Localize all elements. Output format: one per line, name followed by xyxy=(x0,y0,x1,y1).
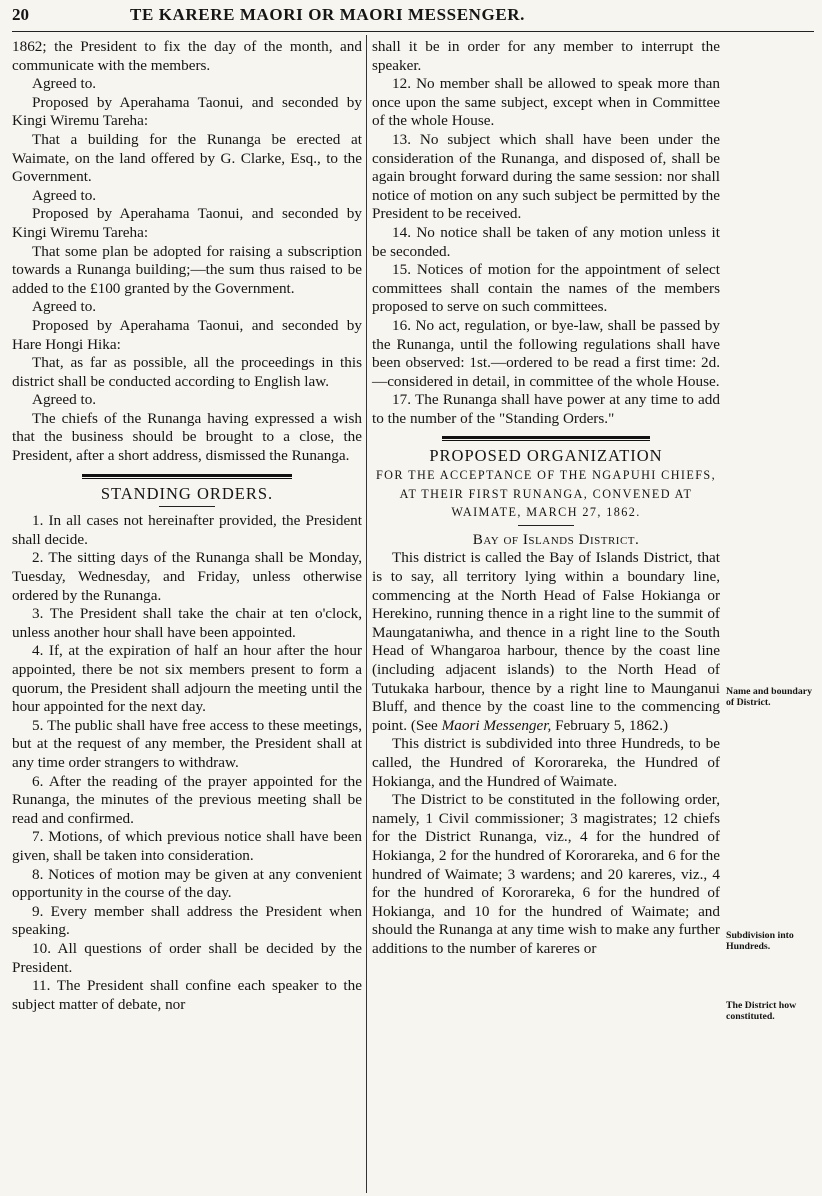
paragraph: That, as far as possible, all the proceedings in this district shall be conducted according to English law. xyxy=(12,354,362,390)
header-rule xyxy=(12,31,814,32)
standing-order: 3. The President shall take the chair at ten o'clock, unless another hour shall have been appointed. xyxy=(12,605,362,641)
standing-order: 17. The Runanga shall have power at any time to add to the number of the "Standing Orders." xyxy=(372,391,720,427)
heading-rule xyxy=(159,506,215,507)
paragraph: Agreed to. xyxy=(32,391,97,409)
marginal-note: The District how constituted. xyxy=(726,1000,797,1022)
marginal-note: Name and boundary of District. xyxy=(726,686,813,708)
standing-order: 8. Notices of motion may be given at any convenient opportunity in the course of the day. xyxy=(12,865,362,902)
paragraph: Proposed by Aperahama Taonui, and seconded by Kingi Wiremu Tareha: xyxy=(12,93,362,130)
paragraph: Agreed to. xyxy=(32,75,97,93)
paragraph: That some plan be adopted for raising a subscription towards a Runanga building;—the sum thus raised to be added to the £100 granted by the Government. xyxy=(12,242,362,297)
paragraph: 1862; the President to fix the day of the month, and communicate with the members. xyxy=(12,38,362,74)
paragraph: Proposed by Aperahama Taonui, and seconded by Hare Hongi Hika: xyxy=(12,316,362,353)
organization-subheading: FOR THE ACCEPTANCE OF THE NGAPUHI CHIEFS, AT THEIR FIRST RUNANGA, CONVENED AT WAIMATE, MARCH 27, 1862. xyxy=(375,468,717,520)
standing-order: shall it be in order for any member to interrupt the speaker. xyxy=(372,38,720,74)
left-column xyxy=(12,38,362,1014)
page-number: 20 xyxy=(12,5,29,24)
standing-order: 15. Notices of motion for the appointment of select committees shall contain the names of the members proposed to serve on such committees. xyxy=(372,261,720,316)
district-paragraph xyxy=(372,549,720,735)
standing-order: 7. Motions, of which previous notice shall have been given, shall be taken into consideration. xyxy=(12,828,362,864)
standing-order: 2. The sitting days of the Runanga shall be Monday, Tuesday, Wednesday, and Friday, unless otherwise ordered by the Runanga. xyxy=(12,549,362,604)
paragraph: The chiefs of the Runanga having expressed a wish that the business should be brought to a close, the President, after a short address, dismissed the Runanga. xyxy=(12,409,362,465)
proposed-organization-heading: PROPOSED ORGANIZATION xyxy=(429,446,663,466)
section-rule xyxy=(82,474,292,479)
marginal-note: Subdivision into Hundreds. xyxy=(726,930,794,952)
publication-reference: Maori Messenger, xyxy=(441,716,552,734)
district-text: This district is called the Bay of Islands District, that is to say, all territory lying within a boundary line, commencing at the North Head of False Hokianga or Herekino, running thence in a right line to the summit of Maungataniwha, and thence in a right line to the South Head of Whangaroa harbour, thence by the coast line (including adjacent islands) to the North Head of Tutukaka harbour, thence by a right line to Maunganui Bluff, and thence by the coast line to the commencing point. (See xyxy=(372,549,720,734)
running-head-title: TE KARERE MAORI OR MAORI MESSENGER. xyxy=(130,5,526,24)
heading-rule xyxy=(518,525,574,526)
standing-order: 13. No subject which shall have been under the consideration of the Runanga, and disposed of, shall be again brought forward during the same session: nor shall notice of motion on any such subject be permitted by the President to be received. xyxy=(372,130,720,223)
standing-order: 10. All questions of order shall be decided by the President. xyxy=(12,939,362,976)
district-heading: Bay of Islands District. xyxy=(472,530,640,548)
standing-order: 4. If, at the expiration of half an hour after the hour appointed, there be not six members present to form a quorum, the President shall adjourn the meeting until the hour appointed for the next day. xyxy=(12,642,362,716)
standing-order: 1. In all cases not hereinafter provided, the President shall decide. xyxy=(12,512,362,548)
district-text-tail: February 5, 1862.) xyxy=(551,716,669,734)
standing-order: 11. The President shall confine each speaker to the subject matter of debate, nor xyxy=(12,977,362,1013)
district-paragraph: This district is subdivided into three Hundreds, to be called, the Hundred of Kororareka, the Hundred of Hokianga, and the Hundred of Waimate. xyxy=(372,735,720,790)
standing-order: 12. No member shall be allowed to speak more than once upon the same subject, except when in Committee of the whole House. xyxy=(372,75,720,130)
standing-orders-heading: STANDING ORDERS. xyxy=(100,483,274,503)
paragraph: That a building for the Runanga be erected at Waimate, on the land offered by G. Clarke, Esq., to the Government. xyxy=(12,130,362,186)
paragraph: Agreed to. xyxy=(32,186,97,204)
paragraph: Proposed by Aperahama Taonui, and seconded by Kingi Wiremu Tareha: xyxy=(12,205,362,241)
standing-order: 14. No notice shall be taken of any motion unless it be seconded. xyxy=(372,223,720,260)
right-column xyxy=(372,38,720,959)
standing-order: 6. After the reading of the prayer appointed for the Runanga, the minutes of the previous meeting shall be read and confirmed. xyxy=(12,772,362,827)
standing-order: 5. The public shall have free access to these meetings, but at the request of any member, the President shall at any time order strangers to withdraw. xyxy=(12,716,362,771)
column-divider xyxy=(366,35,367,1193)
standing-order: 16. No act, regulation, or bye-law, shall be passed by the Runanga, until the following regulations shall have been observed: 1st.—ordered to be read a first time: 2d.—considered in detail, in committee of the whole House. xyxy=(372,316,720,390)
section-rule xyxy=(442,436,650,441)
paragraph: Agreed to. xyxy=(32,298,97,316)
standing-order: 9. Every member shall address the President when speaking. xyxy=(12,902,362,939)
district-paragraph: The District to be constituted in the following order, namely, 1 Civil commissioner; 3 magistrates; 12 chiefs for the District Runanga, viz., 4 for the hundred of Hokianga, 2 for the hundred of Kororareka, and 6 for the hundred of Waimate; 3 wardens; and 20 kareres, viz., 4 for the hundred of Kororareka, 6 for the hundred of Hokianga, and 10 for the hundred of Waimate; and should the Runanga at any time wish to make any further additions to the number of kareres or xyxy=(372,791,720,957)
